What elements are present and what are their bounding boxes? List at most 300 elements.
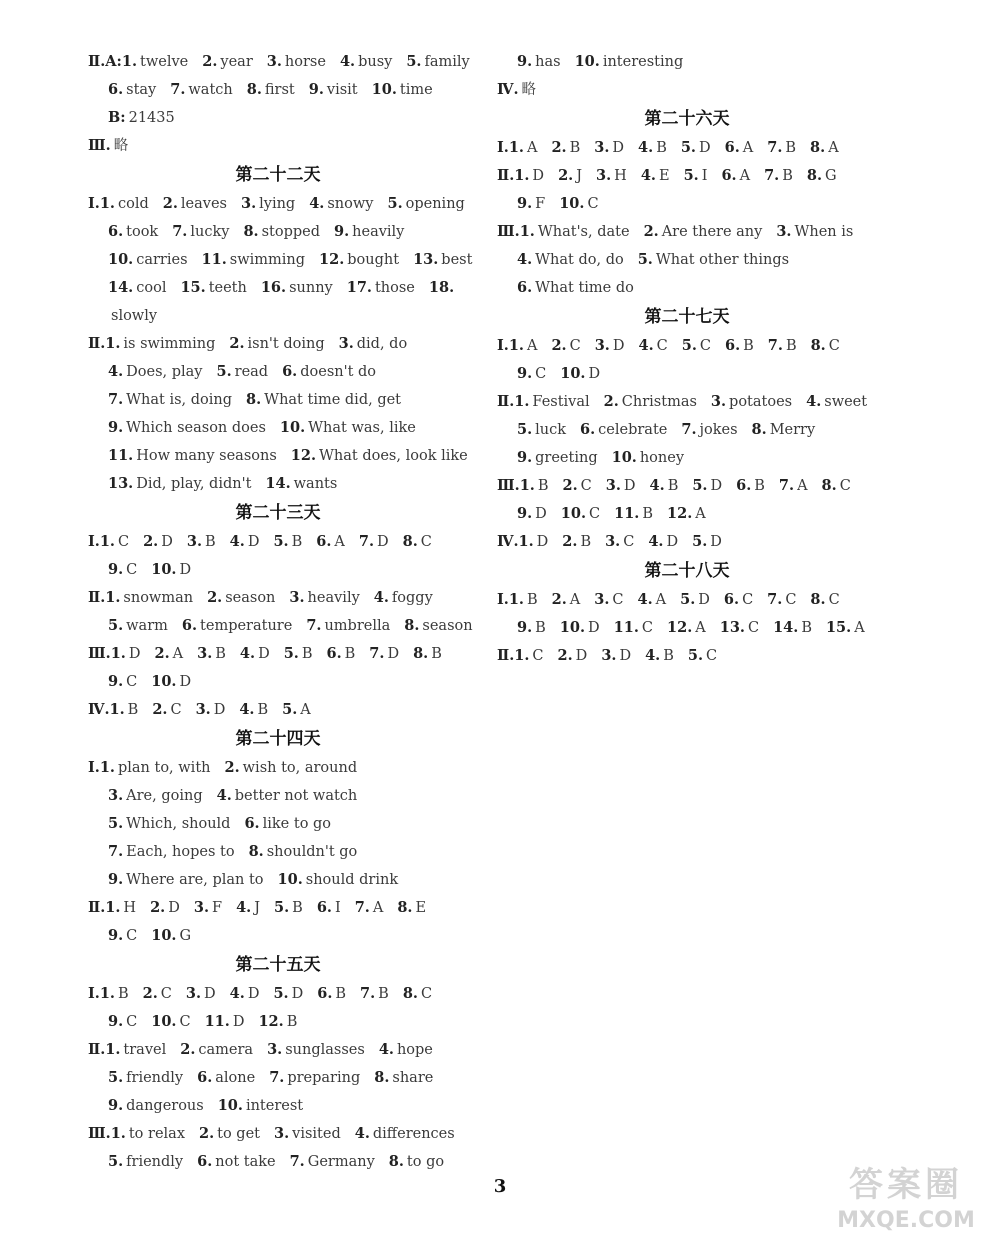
answer-number: 7. <box>306 617 322 634</box>
section-label: Ⅱ. <box>88 589 106 606</box>
answer-number: 14. <box>773 619 799 636</box>
answer-line <box>88 358 468 386</box>
answer-number: 3. <box>594 139 610 156</box>
answer-line <box>88 104 468 132</box>
answer-line <box>88 838 468 866</box>
answer-line <box>497 500 877 528</box>
answer-number: 5. <box>108 1069 124 1086</box>
answer-value: C <box>535 366 547 382</box>
answer-number: 6. <box>181 617 198 634</box>
answer-value: A <box>300 702 311 718</box>
answer-value: B <box>782 168 793 184</box>
answer-number: 1. <box>105 335 121 352</box>
answer-value: is swimming <box>123 336 216 352</box>
answer-number: 4. <box>648 533 664 550</box>
answer-value: B <box>801 620 812 636</box>
answer-number: 1. <box>508 591 524 608</box>
answer-number: 10. <box>217 1097 243 1114</box>
answer-value: interesting <box>602 54 684 70</box>
section-heading: 第二十四天 <box>235 729 321 749</box>
answer-number: 6. <box>282 363 298 380</box>
answer-number: 10. <box>151 561 177 578</box>
answer-value: C <box>641 620 654 636</box>
answer-value: What is, doing <box>126 392 233 408</box>
answer-number: 1. <box>519 223 535 240</box>
answer-value: greeting <box>535 450 598 466</box>
answer-number: 9. <box>108 673 124 690</box>
answer-number: 5. <box>387 195 403 212</box>
answer-number: 8. <box>413 645 429 662</box>
answer-number: 9. <box>334 223 350 240</box>
answer-value: hope <box>396 1042 433 1058</box>
answer-number: 2. <box>180 1041 196 1058</box>
answer-line <box>88 922 468 950</box>
answer-value: to relax <box>128 1126 185 1142</box>
answer-number: 7. <box>767 139 783 156</box>
answer-value: H <box>614 168 627 184</box>
answer-line <box>88 894 468 922</box>
answer-value: sunny <box>289 280 333 296</box>
answer-number: 8. <box>402 533 418 550</box>
answer-value: Festival <box>532 394 590 410</box>
answer-number: 5. <box>687 647 704 664</box>
answer-value: B <box>292 900 303 916</box>
answer-number: 3. <box>338 335 354 352</box>
answer-number: 11. <box>201 251 227 268</box>
answer-number: 8. <box>248 843 264 860</box>
answer-value: D <box>535 506 547 522</box>
answer-value: D <box>291 986 304 1002</box>
answer-value: share <box>392 1070 434 1086</box>
section-label: Ⅳ. <box>497 533 519 550</box>
answer-number: 4. <box>645 647 661 664</box>
answer-value: B <box>754 478 765 494</box>
answer-number: 3. <box>776 223 792 240</box>
answer-text: 21435 <box>128 110 175 126</box>
answer-number: 10. <box>277 871 303 888</box>
answer-value: B <box>743 338 754 354</box>
answer-number: 9. <box>517 53 533 70</box>
answer-line <box>497 246 877 274</box>
answer-value: Merry <box>769 422 816 438</box>
answer-number: 8. <box>246 81 262 98</box>
answer-number: 3. <box>267 1041 283 1058</box>
answer-number: 4. <box>378 1041 394 1058</box>
answer-number: 1. <box>110 645 126 662</box>
answer-value: wants <box>293 476 338 492</box>
answer-value: B <box>431 646 442 662</box>
answer-number: 2. <box>143 533 159 550</box>
answer-number: 3. <box>594 337 610 354</box>
answer-number: 5. <box>108 815 124 832</box>
answer-value: shouldn't go <box>266 844 358 860</box>
answer-value: B <box>117 986 129 1002</box>
subsection-label: B: <box>108 109 126 126</box>
answer-number: 1. <box>514 393 530 410</box>
answer-value: E <box>658 168 670 184</box>
answer-value: took <box>126 224 159 240</box>
answer-number: 10. <box>371 81 397 98</box>
answer-value: D <box>698 592 710 608</box>
answer-value: teeth <box>208 280 247 296</box>
section-heading: 第二十二天 <box>235 165 321 185</box>
answer-value: interest <box>245 1098 304 1114</box>
answer-number: 8. <box>388 1153 404 1170</box>
answer-number: 12. <box>319 251 345 268</box>
answer-value: wish to, around <box>242 760 358 776</box>
answer-number: 10. <box>151 927 177 944</box>
answer-value: D <box>710 534 722 550</box>
section-heading: 第二十八天 <box>644 561 730 581</box>
answer-number: 2. <box>562 533 578 550</box>
answer-value: cold <box>117 196 149 212</box>
answer-line <box>497 134 877 162</box>
answer-value: C <box>532 648 544 664</box>
answer-number: 2. <box>551 337 567 354</box>
answer-value: foggy <box>391 590 433 606</box>
answer-number: 3. <box>596 167 612 184</box>
watermark <box>826 1164 986 1244</box>
answer-value: Germany <box>307 1154 375 1170</box>
watermark-url: MXQE.COM <box>837 1208 975 1233</box>
answer-number: 3. <box>605 477 621 494</box>
answer-number: 4. <box>236 899 252 916</box>
answer-number: 3. <box>240 195 257 212</box>
answer-value: D <box>698 140 711 156</box>
answer-value: D <box>575 648 588 664</box>
answer-value: C <box>828 338 840 354</box>
answer-value: D <box>536 534 549 550</box>
answer-value: B <box>656 140 667 156</box>
answer-value: J <box>254 900 261 916</box>
answer-value: D <box>612 338 625 354</box>
answer-number: 5. <box>108 617 124 634</box>
answer-line <box>88 190 468 218</box>
answer-number: 5. <box>692 477 708 494</box>
answer-number: 5. <box>517 421 533 438</box>
answer-value: B <box>537 478 549 494</box>
answer-value: D <box>213 702 226 718</box>
answer-number: 18. <box>428 279 455 296</box>
answer-value: sunglasses <box>285 1042 365 1058</box>
answer-line <box>88 218 468 246</box>
answer-value: What's, date <box>537 224 630 240</box>
answer-value: better not watch <box>234 788 358 804</box>
answer-number: 12. <box>258 1013 284 1030</box>
answer-line <box>88 640 468 668</box>
answer-number: 2. <box>229 335 245 352</box>
answer-value: C <box>706 648 718 664</box>
answer-value: read <box>234 364 269 380</box>
answer-value: isn't doing <box>247 336 325 352</box>
answer-number: 4. <box>229 533 245 550</box>
answer-value: B <box>205 534 216 550</box>
answer-number: 7. <box>269 1069 285 1086</box>
answer-number: 10. <box>560 365 586 382</box>
answer-value: friendly <box>126 1070 184 1086</box>
answer-value: C <box>126 674 138 690</box>
answer-number: 7. <box>767 337 783 354</box>
answer-number: 6. <box>736 477 752 494</box>
answer-number: 1. <box>518 533 534 550</box>
answer-number: 6. <box>244 815 260 832</box>
answer-value: to get <box>217 1126 260 1142</box>
answer-value: twelve <box>140 54 189 70</box>
answer-value: B <box>667 478 679 494</box>
answer-value: horse <box>284 54 326 70</box>
answer-value: potatoes <box>729 394 793 410</box>
answer-value: family <box>424 54 470 70</box>
answer-number: 4. <box>216 787 232 804</box>
answer-number: 3. <box>185 985 202 1002</box>
answer-number: 1. <box>121 53 138 70</box>
answer-number: 13. <box>719 619 745 636</box>
answer-value: A <box>569 592 581 608</box>
answer-value: A <box>372 900 384 916</box>
answer-value: swimming <box>229 252 306 268</box>
section-label: Ⅲ. <box>88 1125 111 1142</box>
answer-value: season <box>225 590 276 606</box>
answer-value: D <box>168 900 180 916</box>
answer-number: 4. <box>239 701 255 718</box>
answer-number: 3. <box>266 53 282 70</box>
answer-number: 2. <box>150 899 166 916</box>
answer-value: D <box>588 620 600 636</box>
answer-number: 6. <box>326 645 342 662</box>
answer-line <box>497 190 877 218</box>
answer-value: dangerous <box>126 1098 204 1114</box>
answer-number: 7. <box>767 591 783 608</box>
answer-number: 10. <box>151 673 177 690</box>
answer-number: 4. <box>637 591 653 608</box>
answer-value: B <box>642 506 654 522</box>
answer-number: 13. <box>413 251 439 268</box>
answer-value: C <box>160 986 172 1002</box>
answer-value: friendly <box>126 1154 184 1170</box>
answer-value: season <box>422 618 473 634</box>
answer-value: What was, like <box>308 420 416 436</box>
section-label: Ⅲ. <box>497 477 520 494</box>
section-label: Ⅰ. <box>497 591 509 608</box>
answer-line <box>88 696 468 724</box>
answer-value: jokes <box>699 422 738 438</box>
answer-number: 3. <box>289 589 305 606</box>
answer-number: 4. <box>649 477 665 494</box>
answer-number: 1. <box>105 899 121 916</box>
answer-number: 8. <box>243 223 259 240</box>
answer-value: time <box>399 82 433 98</box>
answer-value: B <box>291 534 303 550</box>
answer-number: 12. <box>290 447 317 464</box>
answer-value: stay <box>126 82 157 98</box>
answer-number: 4. <box>309 195 325 212</box>
answer-value: A <box>172 646 184 662</box>
answer-number: 8. <box>246 391 262 408</box>
answer-number: 1. <box>110 1125 126 1142</box>
answer-number: 7. <box>108 391 124 408</box>
subsection-label: A: <box>105 53 122 70</box>
answer-value: C <box>747 620 760 636</box>
answer-number: 5. <box>683 167 699 184</box>
answer-value: B <box>286 1014 298 1030</box>
answer-line <box>88 274 468 302</box>
answer-line <box>88 612 473 640</box>
answer-number: 8. <box>374 1069 390 1086</box>
answer-number: 7. <box>681 421 697 438</box>
answer-value: What other things <box>655 252 790 268</box>
answer-value: C <box>420 986 433 1002</box>
answer-number: 6. <box>725 337 741 354</box>
answer-number: 1. <box>508 139 524 156</box>
answer-number: 3. <box>186 533 203 550</box>
answer-value: lying <box>259 196 296 212</box>
answer-number: 7. <box>354 899 370 916</box>
answer-value: J <box>576 168 583 184</box>
answer-value: G <box>179 928 192 944</box>
answer-number: 4. <box>229 985 245 1002</box>
answer-value: D <box>161 534 173 550</box>
answer-line <box>497 614 877 642</box>
answer-number: 13. <box>108 475 134 492</box>
answer-number: 6. <box>197 1153 213 1170</box>
answer-value: lucky <box>190 224 230 240</box>
answer-number: 12. <box>667 505 693 522</box>
answer-number: 1. <box>99 195 115 212</box>
answer-number: 3. <box>195 701 211 718</box>
answer-line <box>88 1064 468 1092</box>
answer-value: B <box>215 646 226 662</box>
answer-value: I <box>701 168 708 184</box>
answer-line <box>88 246 473 274</box>
answer-number: 1. <box>514 167 530 184</box>
answer-value: doesn't do <box>300 364 377 380</box>
answer-number: 6. <box>721 167 737 184</box>
answer-number: 5. <box>680 591 696 608</box>
answer-number: 10. <box>559 619 586 636</box>
answer-number: 8. <box>404 617 420 634</box>
answer-number: 9. <box>517 365 533 382</box>
answer-value: B <box>257 702 269 718</box>
answer-number: 8. <box>402 985 418 1002</box>
section-heading: 第二十三天 <box>235 503 321 523</box>
answer-number: 6. <box>197 1069 213 1086</box>
answer-value: to go <box>406 1154 445 1170</box>
answer-number: 4. <box>806 393 822 410</box>
answer-line <box>88 48 468 76</box>
answer-value: A <box>334 534 345 550</box>
answer-value: A <box>695 506 706 522</box>
answer-value: C <box>612 592 624 608</box>
answer-number: 1. <box>105 1041 121 1058</box>
answer-line <box>88 302 468 330</box>
answer-number: 5. <box>282 701 298 718</box>
answer-value: watch <box>188 82 233 98</box>
answer-value: camera <box>198 1042 254 1058</box>
answer-value: F <box>212 900 223 916</box>
answer-line <box>88 414 468 442</box>
answer-column-right <box>497 48 877 670</box>
answer-value: C <box>126 1014 138 1030</box>
answer-value: D <box>128 646 141 662</box>
section-heading: 第二十六天 <box>644 109 730 129</box>
answer-value: B <box>335 986 347 1002</box>
answer-value: C <box>126 928 138 944</box>
answer-value: D <box>179 674 192 690</box>
answer-value: sweet <box>824 394 868 410</box>
answer-number: 9. <box>108 561 124 578</box>
answer-line <box>88 556 468 584</box>
answer-value: temperature <box>200 618 293 634</box>
answer-value: leaves <box>180 196 227 212</box>
answer-value: Are, going <box>126 788 203 804</box>
answer-value: Where are, plan to <box>126 872 264 888</box>
page-number: 3 <box>493 1176 507 1197</box>
answer-value: Does, play <box>126 364 203 380</box>
answer-number: 2. <box>199 1125 215 1142</box>
answer-number: 8. <box>810 337 826 354</box>
answer-value: C <box>828 592 840 608</box>
answer-column-left <box>88 48 473 1176</box>
answer-number: 7. <box>172 223 188 240</box>
answer-line <box>88 754 468 782</box>
answer-number: 8. <box>806 167 822 184</box>
section-label: Ⅳ. <box>88 701 110 718</box>
answer-value: did, do <box>356 336 408 352</box>
answer-value: D <box>179 562 192 578</box>
answer-number: 1. <box>99 759 115 776</box>
section-label: Ⅱ. <box>497 167 515 184</box>
answer-number: 2. <box>643 223 659 240</box>
answer-value: What does, look like <box>319 448 468 464</box>
answer-number: 5. <box>680 139 696 156</box>
answer-number: 17. <box>346 279 372 296</box>
answer-number: 2. <box>562 477 578 494</box>
answer-number: 4. <box>108 363 124 380</box>
answer-line <box>88 782 468 810</box>
answer-number: 5. <box>637 251 653 268</box>
answer-value: celebrate <box>598 422 668 438</box>
answer-line <box>88 1036 468 1064</box>
answer-value: C <box>170 702 182 718</box>
answer-value: Which, should <box>126 816 231 832</box>
answer-line <box>88 330 468 358</box>
answer-value: A <box>655 592 667 608</box>
answer-number: 1. <box>519 477 535 494</box>
answer-value: A <box>828 140 839 156</box>
answer-line <box>497 274 877 302</box>
answer-number: 4. <box>638 139 654 156</box>
answer-number: 10. <box>611 449 637 466</box>
answer-number: 9. <box>108 419 124 436</box>
answer-line <box>88 980 468 1008</box>
answer-value: A <box>739 168 751 184</box>
answer-number: 10. <box>108 251 134 268</box>
section-label: Ⅲ. <box>497 223 520 240</box>
answer-line <box>88 584 468 612</box>
answer-line <box>497 416 877 444</box>
answer-number: 8. <box>810 591 826 608</box>
answer-value: C <box>839 478 851 494</box>
answer-value: luck <box>535 422 567 438</box>
answer-number: 4. <box>638 337 654 354</box>
answer-value: visited <box>292 1126 341 1142</box>
answer-number: 11. <box>614 505 640 522</box>
answer-value: C <box>587 196 599 212</box>
answer-value: D <box>232 1014 245 1030</box>
answer-value: A <box>526 140 538 156</box>
answer-value: cool <box>136 280 167 296</box>
answer-value: D <box>612 140 625 156</box>
